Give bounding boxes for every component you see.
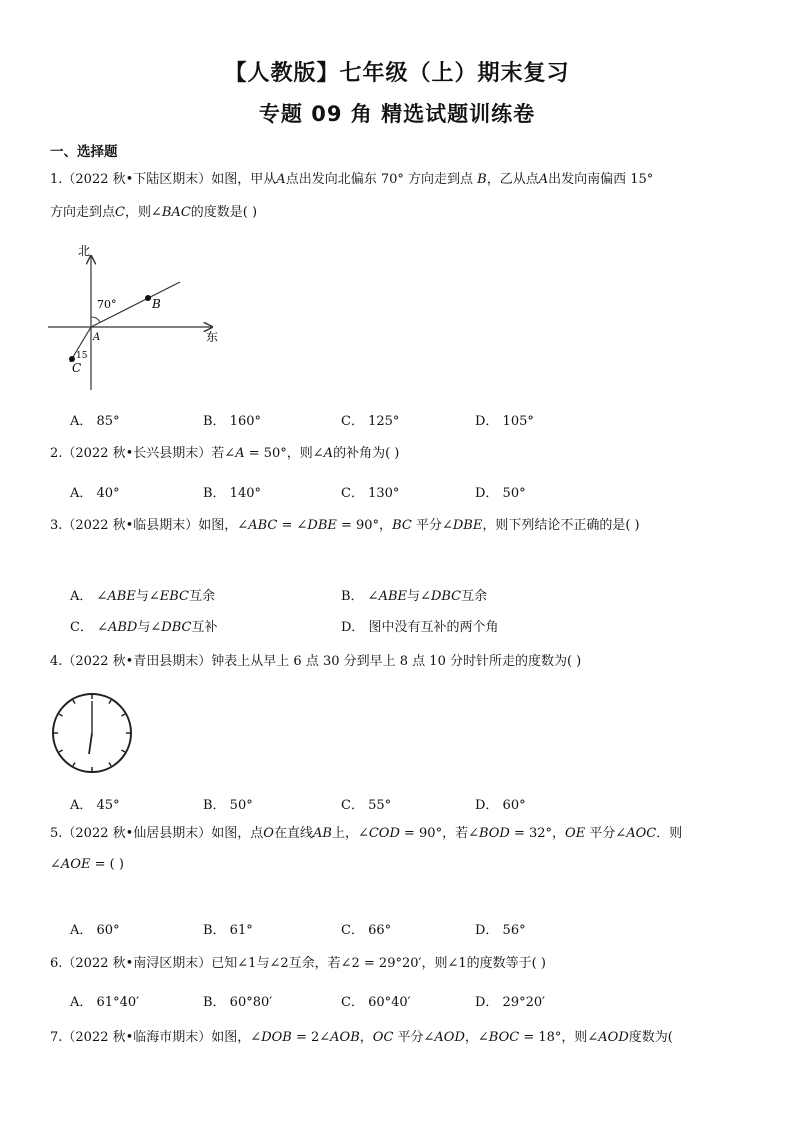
north-label: 北 [78, 244, 91, 258]
question-1-line-1: 1.（2022 秋•下陆区期末）如图，甲从A点出发向北偏东 70° 方向走到点 B，乙从点A出发向南偏西 15° [50, 172, 654, 187]
clock-tick [59, 750, 62, 752]
question-3: 3.（2022 秋•临县期末）如图，∠ABC = ∠DBE = 90°，BC 平分∠DBE，则下列结论不正确的是( ) [50, 518, 640, 533]
q1-option-d[interactable]: D． 105° [475, 414, 534, 429]
q4-option-c[interactable]: C． 55° [341, 798, 392, 813]
angle-70-label: 70° [97, 298, 117, 311]
q5-option-b[interactable]: B． 61° [203, 923, 253, 938]
q6-option-d[interactable]: D． 29°20′ [475, 995, 546, 1010]
question-7: 7.（2022 秋•临海市期末）如图，∠DOB = 2∠AOB，OC 平分∠AOD，∠BOC = 18°，则∠AOD度数为( [50, 1030, 673, 1045]
q2-option-c[interactable]: C． 130° [341, 486, 400, 501]
east-label: 东 [206, 330, 219, 344]
q1-option-c[interactable]: C． 125° [341, 414, 400, 429]
clock-tick [73, 700, 75, 703]
point-b-dot [145, 295, 151, 301]
q3-option-c[interactable]: C． ∠ABD与∠DBC互补 [70, 620, 218, 635]
q1-option-a[interactable]: A． 85° [70, 414, 120, 429]
question-1-figure [40, 238, 240, 398]
clock-tick [121, 750, 124, 752]
question-1-line-2: 方向走到点C，则∠BAC的度数是( ) [50, 205, 258, 220]
angle-15-label: 15 [76, 351, 88, 361]
clock-tick [109, 762, 111, 765]
angle-arc [91, 317, 100, 322]
q6-option-c[interactable]: C． 60°40′ [341, 995, 411, 1010]
q2-option-d[interactable]: D． 50° [475, 486, 526, 501]
point-c-label: C [72, 361, 82, 375]
q1-option-b[interactable]: B． 160° [203, 414, 261, 429]
section-heading: 一、选择题 [50, 144, 118, 160]
q2-option-b[interactable]: B． 140° [203, 486, 261, 501]
q5-option-c[interactable]: C． 66° [341, 923, 392, 938]
q2-option-a[interactable]: A． 40° [70, 486, 120, 501]
q6-option-b[interactable]: B． 60°80′ [203, 995, 273, 1010]
q6-option-a[interactable]: A． 61°40′ [70, 995, 140, 1010]
q4-option-a[interactable]: A． 45° [70, 798, 120, 813]
q4-option-d[interactable]: D． 60° [475, 798, 526, 813]
clock-figure [50, 691, 134, 775]
question-5-line-2: ∠AOE = ( ) [50, 857, 124, 872]
q5-option-a[interactable]: A． 60° [70, 923, 120, 938]
q5-option-d[interactable]: D． 56° [475, 923, 526, 938]
clock-tick [59, 714, 62, 716]
q4-option-b[interactable]: B． 50° [203, 798, 253, 813]
q3-option-a[interactable]: A． ∠ABE与∠EBC互余 [70, 589, 216, 604]
question-4: 4.（2022 秋•青田县期末）钟表上从早上 6 点 30 分到早上 8 点 10 分时针所走的度数为( ) [50, 654, 582, 669]
hour-hand [89, 733, 92, 754]
question-5-line-1: 5.（2022 秋•仙居县期末）如图，点O在直线AB上，∠COD = 90°，若∠BOD = 32°，OE 平分∠AOC．则 [50, 826, 683, 841]
question-6: 6.（2022 秋•南浔区期末）已知∠1与∠2互余，若∠2 = 29°20′，则∠1的度数等于( ) [50, 956, 546, 971]
question-2: 2.（2022 秋•长兴县期末）若∠A = 50°，则∠A的补角为( ) [50, 446, 400, 461]
point-a-label: A [93, 332, 101, 343]
clock-tick [109, 700, 111, 703]
page-subtitle: 专题 09 角 精选试题训练卷 [258, 102, 536, 126]
q3-option-d[interactable]: D． 图中没有互补的两个角 [341, 620, 499, 635]
page-title: 【人教版】七年级（上）期末复习 [224, 61, 570, 86]
point-b-label: B [152, 297, 161, 311]
clock-tick [73, 762, 75, 765]
q3-option-b[interactable]: B． ∠ABE与∠DBC互余 [341, 589, 488, 604]
clock-tick [121, 714, 124, 716]
